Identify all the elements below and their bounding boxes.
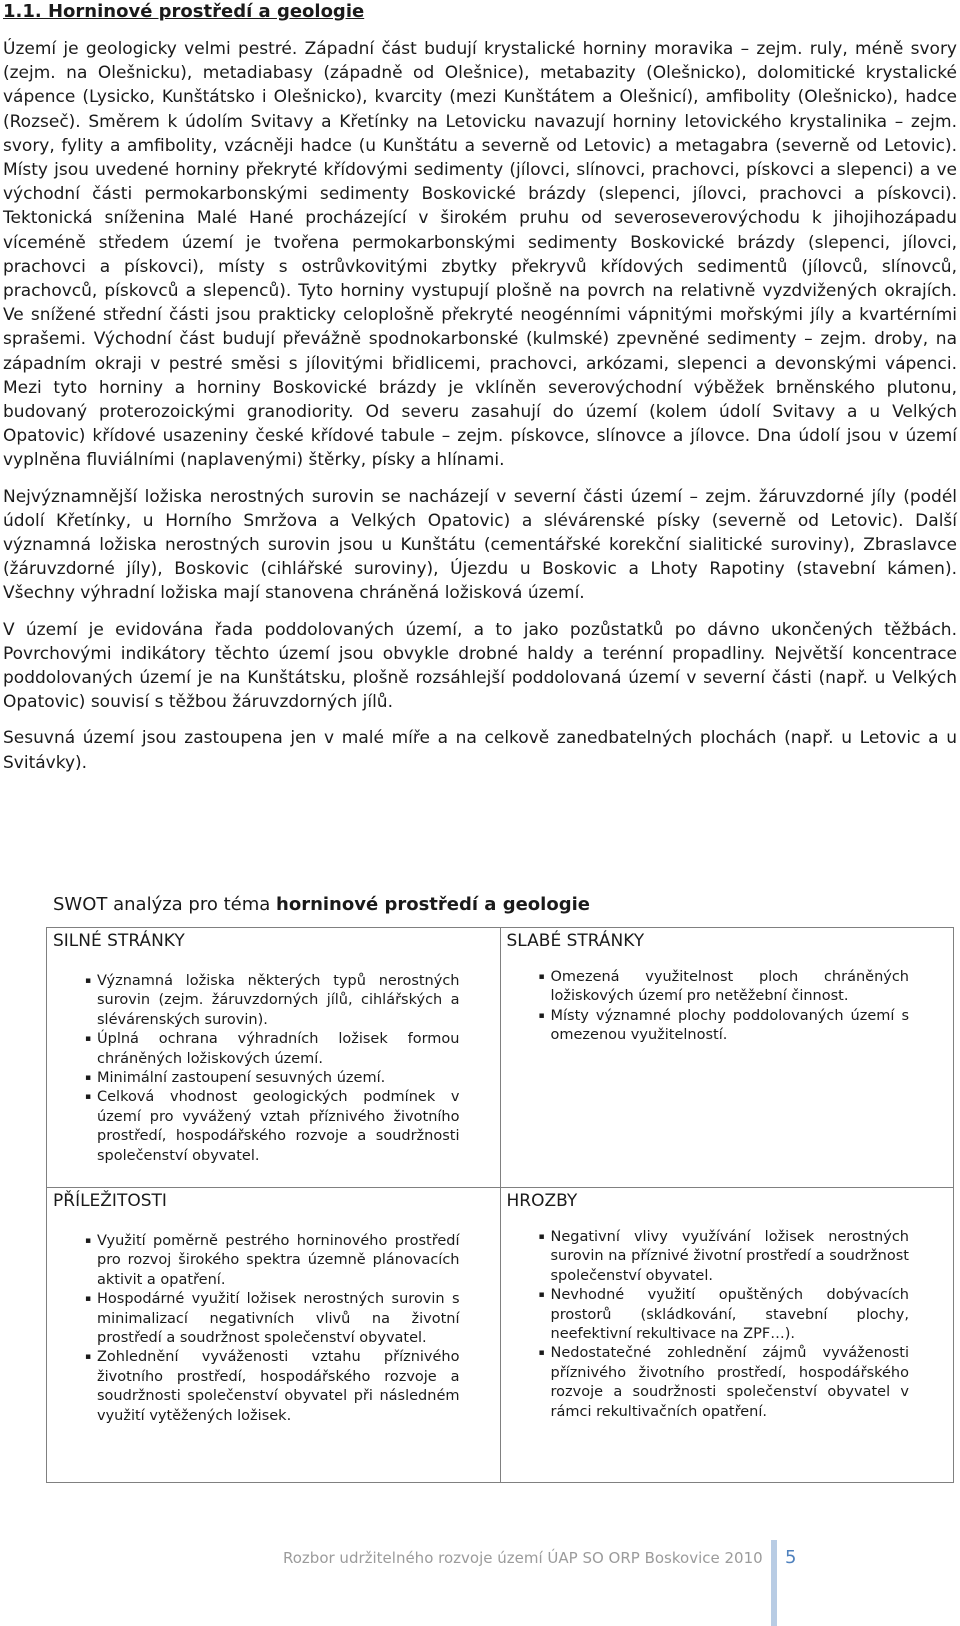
bullet-icon: ▪: [85, 1092, 92, 1103]
swot-list-item-text: Hospodárné využití ložisek nerostných surovin s minimalizací negativních vlivů na životní prostředí a soudržnost společenství obyvatel.: [97, 1291, 460, 1347]
swot-title-prefix: SWOT analýza pro téma: [53, 894, 277, 915]
swot-list-item: [47, 972, 460, 1030]
swot-weaknesses-label: SLABÉ STRÁNKY: [506, 931, 645, 951]
swot-list-item: [47, 1030, 460, 1069]
swot-list-item: [501, 1286, 910, 1344]
swot-list-item-text: Využití poměrně pestrého horninového prostředí pro rozvoj širokého spektra územně plánovacích aktivit a opatření.: [97, 1233, 460, 1288]
bullet-icon: ▪: [538, 1010, 545, 1021]
swot-list-item-text: Nedostatečné zohlednění zájmů vyváženosti příznivého životního prostředí, hospodářského rozvoje a soudržnosti společenství obyvatel v rámci rekultivačních opatření.: [550, 1345, 909, 1420]
swot-list-item-text: Omezená využitelnost ploch chráněných ložiskových území pro netěžební činnost.: [550, 969, 909, 1005]
swot-list-item: [501, 968, 910, 1007]
swot-threats-label: HROZBY: [506, 1191, 578, 1211]
bullet-icon: ▪: [538, 1290, 545, 1301]
page-number: 5: [785, 1547, 797, 1568]
paragraph-landslides: Sesuvná území jsou zastoupena jen v malé míře a na celkově zanedbatelných plochách (např. u Letovic a u Svitávky).: [3, 728, 957, 773]
swot-list-item-text: Minimální zastoupení sesuvných území.: [97, 1070, 386, 1087]
swot-strengths-list: [47, 972, 500, 1166]
swot-threats-cell: [500, 1188, 954, 1483]
bullet-icon: ▪: [85, 976, 92, 986]
body-text: [3, 37, 957, 787]
swot-opportunities-cell: [47, 1188, 501, 1483]
swot-list-item: [501, 1228, 910, 1286]
swot-list-item: [47, 1290, 460, 1348]
swot-opportunities-label: PŘÍLEŽITOSTI: [53, 1191, 167, 1211]
bullet-icon: ▪: [85, 1073, 92, 1084]
swot-list-item: [47, 1069, 460, 1088]
bullet-icon: ▪: [538, 1348, 545, 1359]
swot-list-item-text: Úplná ochrana výhradních ložisek formou chráněných ložiskových území.: [97, 1031, 460, 1067]
section-heading: 1.1. Horninové prostředí a geologie: [3, 1, 365, 22]
bullet-icon: ▪: [538, 1232, 545, 1242]
swot-list-item-text: Celková vhodnost geologických podmínek v území pro vyvážený vztah příznivého životního prostředí, hospodářského rozvoje a soudržnosti společenství obyvatel.: [97, 1089, 460, 1164]
footer-divider: [771, 1540, 777, 1626]
swot-list-item: [501, 1007, 910, 1046]
swot-list-item-text: Zohlednění vyváženosti vztahu příznivého životního prostředí, hospodářského rozvoje a soudržnosti společenství obyvatel při následném využití vytěžených ložisek.: [97, 1349, 460, 1424]
swot-list-item-text: Významná ložiska některých typů nerostných surovin (zejm. žáruvzdorných jílů, cihlářských a slévárenských surovin).: [97, 973, 460, 1028]
swot-strengths-cell: [47, 928, 501, 1188]
footer-text: Rozbor udržitelného rozvoje území ÚAP SO ORP Boskovice 2010: [283, 1549, 763, 1567]
swot-list-item: [47, 1232, 460, 1290]
swot-opportunities-list: [47, 1232, 500, 1426]
bullet-icon: ▪: [85, 1236, 92, 1246]
swot-list-item-text: Negativní vlivy využívání ložisek nerostných surovin na příznivé životní prostředí a soudržnost společenství obyvatel.: [550, 1229, 909, 1284]
swot-list-item: [47, 1348, 460, 1426]
bullet-icon: ▪: [538, 972, 545, 982]
swot-list-item: [47, 1088, 460, 1166]
swot-list-item-text: Nevhodné využití opuštěných dobývacích prostorů (skládkování, stavební plochy, neefektivní rekultivace na ZPF…).: [550, 1287, 909, 1343]
paragraph-undermined: V území je evidována řada poddolovaných území, a to jako pozůstatků po dávno ukončených těžbách. Povrchovými indikátory těchto území jsou obvykle drobné haldy a terénní propadliny. Největší koncentrace poddolovaných území je na Kunštátsku, plošně rozsáhlejší poddolovaná území v severní části (např. u Velkých Opatovic) souvisí s těžbou žáruvzdorných jílů.: [3, 619, 957, 713]
swot-list-item-text: Místy významné plochy poddolovaných území s omezenou využitelností.: [550, 1007, 909, 1044]
bullet-icon: ▪: [85, 1294, 92, 1305]
swot-list-item: [501, 1344, 910, 1422]
swot-strengths-label: SILNÉ STRÁNKY: [53, 931, 185, 951]
swot-weaknesses-list: [501, 968, 954, 1046]
swot-title: [53, 893, 590, 917]
swot-table: [46, 927, 954, 1483]
paragraph-deposits: Nejvýznamnější ložiska nerostných surovin se nacházejí v severní části území – zejm. žáruvzdorné jíly (podél údolí Křetínky, u Horního Smržova a Velkých Opatovic) a slévárenské písky (severně od Letovic). Další významná ložiska nerostných surovin jsou u Kunštátu (cementářské korekční sialitické suroviny), Zbraslavce (žáruvzdorné jíly), Boskovic (cihlářské suroviny), Újezdu u Boskovic a Lhoty Rapotiny (stavební kámen). Všechny výhradní ložiska mají stanovena chráněná ložisková území.: [3, 486, 957, 604]
swot-threats-list: [501, 1228, 954, 1422]
bullet-icon: ▪: [85, 1034, 92, 1045]
swot-title-topic: horninové prostředí a geologie: [276, 894, 590, 915]
paragraph-geology: Území je geologicky velmi pestré. Západní část budují krystalické horniny moravika – zejm. ruly, méně svory (zejm. na Olešnicku), metadiabasy (západně od Olešnice), metabazity (Olešnicko), dolomitické krystalické vápence (Lysicko, Kunštátsko i Olešnicko), kvarcity (mezi Kunštátem a Olešnicí), amfibolity (Olešnicko), hadce (Rozseč). Směrem k údolím Svitavy a Křetínky na Letovicku navazují horniny letovického krystalinika – zejm. svory, fylity a amfibolity, vzácněji hadce (u Kunštátu a severně od Letovic) a metagabra (severně od Letovic). Místy jsou uvedené horniny překryté křídovými sedimenty (jílovci, slínovci, prachovci, pískovci a slepenci) a ve východní části permokarbonskými sedimenty Boskovické brázdy (slepenci, jílovci, prachovci a pískovci). Tektonická sníženina Malé Hané procházející v širokém pruhu od severoseverovýchodu k jihojihozápadu víceméně středem území je tvořena permokarbonskými sedimenty Boskovické brázdy (slepenci, jílovci, prachovci a pískovci), místy s ostrůvkovitými zbytky překryvů křídových sedimentů (jílovců, slínovců, prachovců, pískovců a slepenců). Tyto horniny vystupují plošně na povrch na relativně vyzdvižených okrajích. Ve snížené střední části jsou prakticky celoplošně překryté neogénními vápnitými mořskými jíly a kvartérními sprašemi. Východní část budují převážně spodnokarbonské (kulmské) zpevněné sedimenty – zejm. droby, na západním okraji v pestré směsi s jílovitými břidlicemi, prachovci, arkózami, slepenci a devonskými vápenci. Mezi tyto horniny a horniny Boskovické brázdy je vklíněn severovýchodní výběžek brněnského plutonu, budovaný proterozoickými granodiority. Od severu zasahují do území (kolem údolí Svitavy a u Velkých Opatovic) křídové usazeniny české křídové tabule – zejm. pískovce, slínovce a jílovce. Dna údolí jsou v území vyplněna fluviálními (naplavenými) štěrky, písky a hlínami.: [3, 39, 957, 471]
bullet-icon: ▪: [85, 1352, 92, 1363]
swot-weaknesses-cell: [500, 928, 954, 1188]
